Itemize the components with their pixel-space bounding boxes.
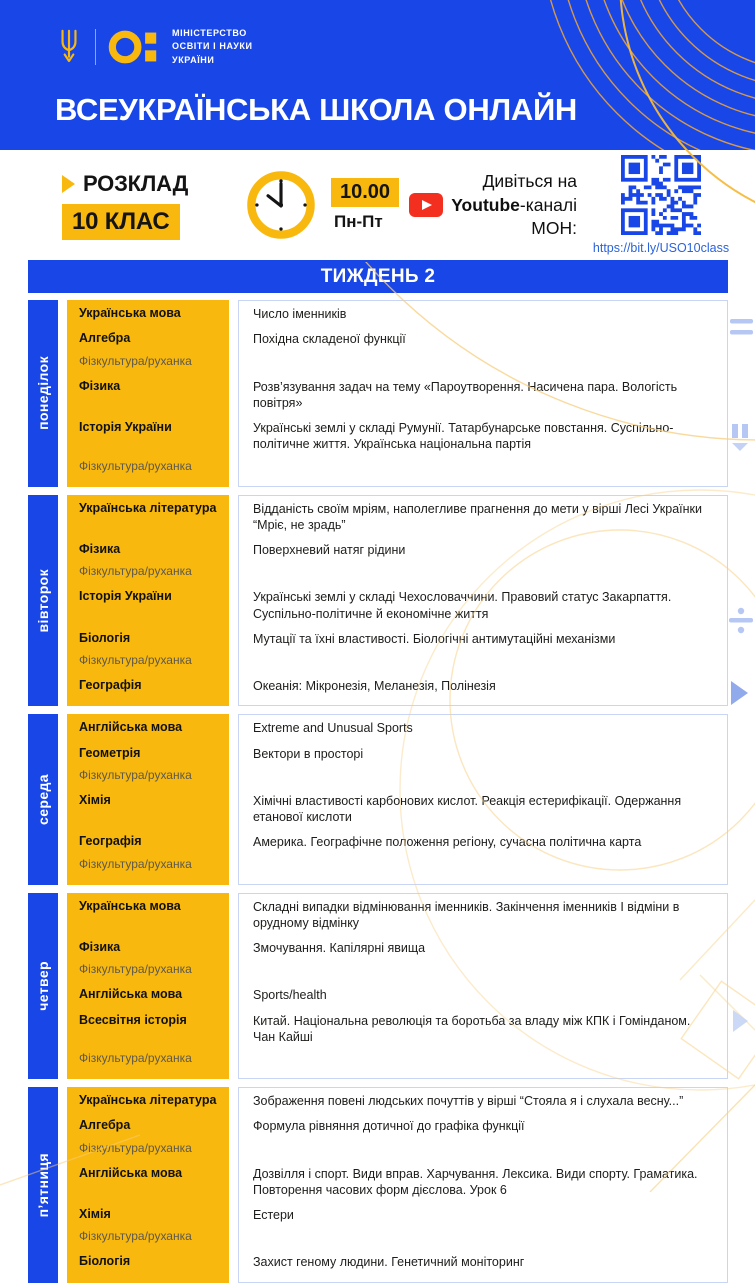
topic-text: Похідна складеної функції bbox=[253, 332, 406, 347]
grade-badge: 10 КЛАС bbox=[62, 204, 180, 240]
pe-label: Фізкультура/руханка bbox=[79, 653, 192, 667]
topic-text: Складні випадки відмінювання іменників. Закінчення іменників І відміни в орудному відмінку bbox=[253, 899, 680, 930]
topic-text bbox=[238, 765, 728, 787]
pe-label: Фізкультура/руханка bbox=[79, 1229, 192, 1244]
topic-text bbox=[238, 1048, 728, 1070]
ministry-line: ОСВІТИ І НАУКИ bbox=[172, 41, 253, 52]
week-title: ТИЖДЕНЬ 2 bbox=[320, 265, 436, 287]
divide-icon bbox=[729, 608, 753, 633]
day-name: п’ятниця bbox=[35, 1152, 51, 1217]
pe-label: Фізкультура/руханка bbox=[79, 856, 192, 871]
topic-text: Розв’язування задач на тему «Пароутворення. Насичена пара. Вологість повітря» bbox=[253, 379, 678, 410]
mon-logo-icon bbox=[108, 27, 160, 67]
topic-text bbox=[238, 959, 728, 981]
subject-label: Географія bbox=[79, 834, 142, 849]
topic-text: Extreme and Unusual Sports bbox=[253, 721, 413, 736]
row-spacer bbox=[67, 1274, 229, 1283]
youtube-caption-line1: Дивіться на bbox=[482, 171, 577, 192]
topic-text: Формула рівняння дотичної до графіка функції bbox=[253, 1119, 525, 1134]
info-band bbox=[0, 150, 755, 258]
subject-label: Історія України bbox=[79, 420, 172, 434]
pe-label: Фізкультура/руханка bbox=[79, 767, 192, 782]
day-name: понеділок bbox=[35, 356, 51, 431]
day-section bbox=[28, 495, 728, 707]
qr-code bbox=[621, 155, 701, 235]
ministry-logo bbox=[55, 24, 755, 70]
youtube-caption bbox=[409, 170, 577, 240]
youtube-caption-line2: Youtube-каналі bbox=[451, 194, 577, 215]
subject-label: Географія bbox=[79, 678, 142, 692]
topic-text: Змочування. Капілярні явища bbox=[253, 941, 426, 955]
topic-text: Америка. Географічне положення регіону, сучасна політична карта bbox=[253, 835, 642, 850]
day-label bbox=[28, 714, 58, 884]
ministry-line: УКРАЇНИ bbox=[172, 54, 215, 65]
day-label bbox=[28, 893, 58, 1080]
schedule-block bbox=[62, 171, 202, 240]
clock-icon bbox=[244, 168, 318, 242]
pause-download-icon bbox=[732, 424, 748, 451]
topic-text: Захист геному людини. Генетичний моніторинг bbox=[253, 1255, 525, 1270]
subject-label: Всесвітня історія bbox=[79, 1012, 187, 1027]
topic-text: Дозвілля і спорт. Види вправ. Харчування. Лексика. Види спорту. Граматика. Повторення часових форм дієслова. Урок 6 bbox=[253, 1166, 698, 1197]
subject-label: Українська мова bbox=[79, 306, 181, 320]
subject-label: Історія України bbox=[79, 589, 172, 604]
qr-block bbox=[587, 155, 735, 255]
subject-label: Хімія bbox=[79, 792, 111, 807]
topic-text: Вектори в просторі bbox=[253, 746, 364, 761]
day-section bbox=[28, 300, 728, 487]
play-arrow-faint-icon bbox=[733, 1010, 748, 1032]
topic-text: Океанія: Мікронезія, Меланезія, Полінезія bbox=[253, 679, 496, 693]
topic-text bbox=[238, 650, 728, 672]
topic-text: Мутації та їхні властивості. Біологічні антимутаційні механізми bbox=[253, 631, 616, 646]
header bbox=[0, 0, 755, 150]
pe-label: Фізкультура/руханка bbox=[79, 962, 192, 977]
topic-text: Естери bbox=[253, 1208, 294, 1222]
subject-label: Українська мова bbox=[79, 898, 181, 913]
ministry-line: МІНІСТЕРСТВО bbox=[172, 27, 247, 38]
schedule bbox=[28, 300, 728, 1283]
subject-label: Геометрія bbox=[79, 745, 141, 760]
topic-text: Відданість своїм мріям, наполегливе прагнення до мети у вірші Лесі Українки “Мріє, не зрадь” bbox=[253, 501, 702, 532]
topic-text bbox=[238, 456, 728, 478]
schedule-link[interactable]: https://bit.ly/USO10class bbox=[592, 241, 730, 255]
topic-text: Число іменників bbox=[253, 307, 347, 321]
subject-label: Алгебра bbox=[79, 1118, 131, 1133]
subject-label: Українська література bbox=[79, 1093, 217, 1107]
topic-text: Поверхневий натяг рідини bbox=[253, 543, 406, 557]
play-arrow-icon bbox=[731, 681, 748, 705]
subject-label: Хімія bbox=[79, 1207, 111, 1221]
topic-text: Китай. Національна революція та боротьба за владу між КПК і Гомінданом. Чан Кайші bbox=[253, 1013, 691, 1044]
topic-text: Українські землі у складі Румунії. Татарбунарське повстання. Суспільно-політичне життя. Українська національна партія bbox=[253, 421, 674, 452]
subject-label: Фізика bbox=[79, 378, 121, 393]
topic-text: Sports/health bbox=[253, 988, 327, 1003]
row-spacer bbox=[67, 876, 229, 885]
day-section bbox=[28, 1087, 728, 1283]
day-name: вівторок bbox=[35, 568, 51, 633]
row-spacer bbox=[67, 697, 229, 706]
subject-label: Англійська мова bbox=[79, 987, 183, 1002]
topic-text bbox=[238, 561, 728, 583]
day-section bbox=[28, 714, 728, 884]
topic-text bbox=[238, 1138, 728, 1160]
pe-label: Фізкультура/руханка bbox=[79, 1051, 192, 1065]
schedule-label: РОЗКЛАД bbox=[83, 170, 189, 196]
pe-label: Фізкультура/руханка bbox=[79, 564, 192, 579]
row-spacer bbox=[67, 478, 229, 487]
subject-label: Алгебра bbox=[79, 331, 131, 346]
youtube-icon bbox=[409, 193, 443, 217]
arrow-icon bbox=[62, 175, 75, 193]
time-badge: 10.00 bbox=[331, 178, 399, 207]
topic-text bbox=[238, 854, 728, 876]
row-spacer bbox=[67, 1070, 229, 1079]
day-section bbox=[28, 893, 728, 1080]
days-range: Пн-Пт bbox=[334, 212, 383, 231]
day-label bbox=[28, 495, 58, 707]
page-title: ВСЕУКРАЇНСЬКА ШКОЛА ОНЛАЙН bbox=[55, 92, 578, 127]
subject-label: Англійська мова bbox=[79, 1165, 183, 1180]
logo-divider bbox=[95, 29, 96, 65]
topic-text bbox=[238, 1226, 728, 1248]
day-label bbox=[28, 300, 58, 487]
subject-label: Українська література bbox=[79, 500, 217, 515]
pe-label: Фізкультура/руханка bbox=[79, 458, 192, 473]
week-banner bbox=[28, 260, 728, 293]
margin-glyphs bbox=[729, 319, 753, 1032]
day-name: четвер bbox=[35, 960, 51, 1011]
subject-label: Фізика bbox=[79, 542, 121, 556]
day-label bbox=[28, 1087, 58, 1283]
pe-label: Фізкультура/руханка bbox=[79, 353, 192, 368]
equals-icon bbox=[730, 319, 753, 335]
subject-label: Біологія bbox=[79, 630, 131, 645]
pe-label: Фізкультура/руханка bbox=[79, 1140, 192, 1155]
ministry-name bbox=[172, 27, 253, 68]
time-block bbox=[331, 178, 399, 232]
youtube-caption-line3: МОН: bbox=[531, 218, 577, 238]
subject-label: Біологія bbox=[79, 1254, 131, 1269]
topic-text: Зображення повені людських почуттів у вірші “Стояла я і слухала весну...” bbox=[253, 1094, 684, 1108]
topic-text bbox=[238, 351, 728, 373]
subject-label: Фізика bbox=[79, 940, 121, 954]
topic-text: Хімічні властивості карбонових кислот. Реакція естерифікації. Одержання етанової кислоти bbox=[253, 793, 682, 824]
subject-label: Англійська мова bbox=[79, 720, 183, 735]
day-name: середа bbox=[35, 773, 51, 825]
trident-icon bbox=[55, 27, 83, 67]
topic-text: Українські землі у складі Чехословаччини. Правовий статус Закарпаття. Суспільно-політичне й економічне життя bbox=[253, 590, 672, 621]
